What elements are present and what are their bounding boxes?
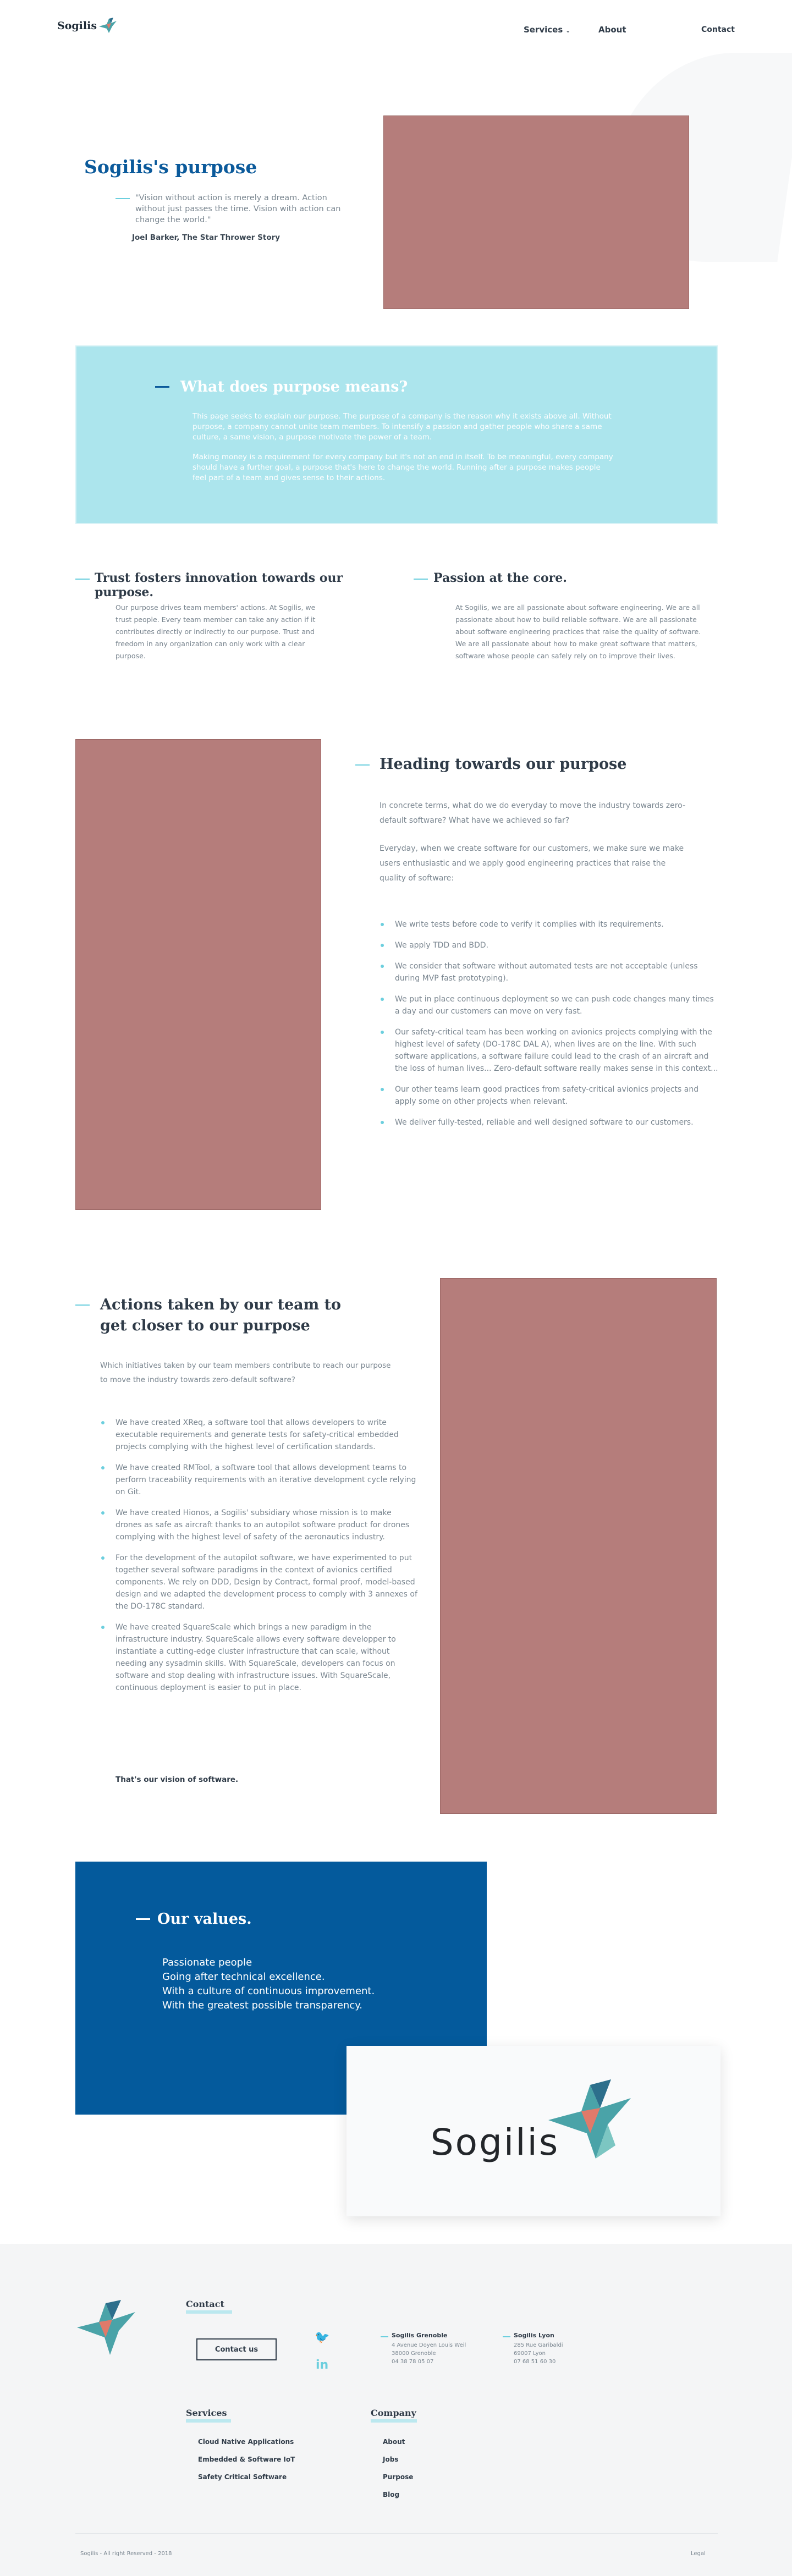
heading-dash — [355, 764, 370, 766]
footer-link[interactable]: Jobs — [383, 2456, 399, 2463]
value-item: Passionate people — [162, 1957, 252, 1968]
values-title: Our values. — [157, 1911, 252, 1928]
heading-title: Heading towards our purpose — [380, 756, 627, 773]
chevron-down-icon: ⌄ — [565, 28, 570, 34]
bullet-item: Our safety-critical team has been working on avionics projects complying with the highest level of safety (DO-178C DAL A), when lives are on the line. With such software applications, a software failure could lead to the crash of an aircraft and the loss of human lives... Zero-default software really makes sense in this context... — [380, 1026, 721, 1075]
actions-closing: That's our vision of software. — [116, 1775, 239, 1784]
nav-about[interactable]: About — [598, 25, 626, 35]
heading-paragraph-2: Everyday, when we create software for our customers, we make sure we make users enthusiastic and we apply good engineering practices that raise the quality of software: — [380, 844, 684, 883]
brand-name: Sogilis — [57, 20, 97, 32]
linkedin-icon[interactable]: in — [316, 2358, 329, 2372]
passion-text: At Sogilis, we are all passionate about software engineering. We are all passionate about how to build reliable software. We are all passionate about software engineering practices that raise the quality of software. We are all passionate about how to make great software that matters, software whose people can safely rely on to improve their lives. — [455, 603, 701, 660]
value-item: With the greatest possible transparency. — [162, 2000, 363, 2011]
bullet-item: Our other teams learn good practices from safety-critical avionics projects and apply some on other projects when relevant. — [380, 1083, 721, 1108]
company-underline — [371, 2419, 417, 2423]
legal-link[interactable]: Legal — [691, 2551, 706, 2557]
quote-dash — [116, 198, 130, 199]
footer-link[interactable]: Blog — [383, 2491, 400, 2498]
logo-card-brand: Sogilis — [430, 2121, 560, 2164]
bullet-item: We deliver fully-tested, reliable and well designed software to our customers. — [380, 1116, 721, 1129]
hummingbird-logo-icon — [97, 16, 119, 35]
actions-intro: Which initiatives taken by our team members contribute to reach our purpose to move the industry towards zero-default software? — [100, 1361, 391, 1384]
contact-underline — [186, 2310, 232, 2314]
footer-hummingbird-icon — [74, 2298, 140, 2358]
footer-services-list — [198, 2433, 295, 2486]
services-underline — [186, 2419, 231, 2423]
page-title: Sogilis's purpose — [84, 156, 257, 178]
heading-paragraph-1: In concrete terms, what do we do everyday to move the industry towards zero-default software? What have we achieved so far? — [380, 801, 686, 825]
value-item: With a culture of continuous improvement. — [162, 1985, 375, 1997]
value-item: Going after technical excellence. — [162, 1971, 325, 1983]
footer-divider — [75, 2533, 718, 2534]
footer-contact-button[interactable]: Contact us — [196, 2338, 277, 2360]
purpose-paragraph-2: Making money is a requirement for every company but it's not an end in itself. To be meaningful, every company should have a further goal, a purpose that's here to change the world. Running after a purpose makes people feel part of a team and gives sense to their actions. — [193, 453, 613, 482]
twitter-icon[interactable]: 🐦 — [315, 2331, 330, 2344]
bullet-item: For the development of the autopilot software, we have experimented to put together several software paradigms in the context of avionics certified components. We rely on DDD, Design by Contract, formal proof, model-based design and we adapted the development process to comply with 3 annexes of the DO-178C standard. — [100, 1552, 419, 1612]
bullet-item: We have created RMTool, a software tool that allows development teams to perform traceability requirements with an iterative development cycle relying on Git. — [100, 1462, 419, 1498]
passion-title: Passion at the core. — [433, 571, 567, 585]
bullet-item: We have created SquareScale which brings a new paradigm in the infrastructure industry. SquareScale allows every software developper to instantiate a cutting-edge cluster infrastructure that can scale, without needing any sysadmin skills. With SquareScale, developers can focus on software and stop dealing with infrastructure issues. With SquareScale, continuous deployment is easier to put in place. — [100, 1621, 419, 1694]
footer-link[interactable]: About — [383, 2438, 405, 2446]
actions-image — [440, 1278, 717, 1814]
trust-dash — [75, 579, 90, 580]
nav-services[interactable]: Services ⌄ — [524, 25, 570, 35]
heading-bullet-list — [380, 918, 721, 1137]
logo[interactable] — [57, 16, 119, 35]
copyright: Sogilis - All right Reserved - 2018 — [80, 2551, 172, 2557]
address-grenoble: Sogilis Grenoble 4 Avenue Doyen Louis Weil 38000 Grenoble 04 38 78 05 07 — [392, 2332, 466, 2365]
hummingbird-large-icon — [543, 2076, 636, 2164]
footer-link[interactable]: Cloud Native Applications — [198, 2438, 294, 2446]
actions-title: Actions taken by our team to get closer to our purpose — [100, 1296, 342, 1334]
contact-button[interactable]: Contact — [701, 25, 735, 34]
grenoble-dash — [381, 2336, 388, 2337]
address-lyon: Sogilis Lyon 285 Rue Garibaldi 69007 Lyon 07 68 51 60 30 — [514, 2332, 563, 2365]
footer-company-title: Company — [371, 2408, 416, 2418]
footer-link[interactable]: Safety Critical Software — [198, 2473, 287, 2481]
heading-image — [75, 739, 321, 1210]
trust-text: Our purpose drives team members' actions. At Sogilis, we trust people. Every team member can take any action if it contributes directly or indirectly to our purpose. Trust and freedom in any organization can only work with a clear purpose. — [116, 603, 316, 660]
values-dash — [136, 1918, 150, 1920]
purpose-paragraph-1: This page seeks to explain our purpose. The purpose of a company is the reason why it exists above all. Without purpose, a company cannot unite team members. To intensify a passion and gather people who share a same culture, a same vision, a purpose motivate the power of a team. — [193, 412, 612, 442]
actions-bullet-list — [100, 1417, 419, 1703]
bullet-item: We consider that software without automated tests are not acceptable (unless during MVP fast prototyping). — [380, 960, 721, 984]
trust-title: Trust fosters innovation towards our purpose. — [95, 571, 343, 599]
bullet-item: We apply TDD and BDD. — [380, 939, 721, 951]
bullet-item: We have created Hionos, a Sogilis' subsidiary whose mission is to make drones as safe as aircraft thanks to an autopilot software product for drones complying with the highest level of safety of the aeronautics industry. — [100, 1507, 419, 1543]
passion-dash — [414, 579, 428, 580]
values-list — [162, 1956, 375, 2013]
hero-image — [383, 115, 689, 309]
footer-link[interactable]: Purpose — [383, 2473, 414, 2481]
logo-card — [346, 2046, 721, 2216]
footer-company-list — [383, 2433, 413, 2503]
bullet-item: We write tests before code to verify it complies with its requirements. — [380, 918, 721, 931]
footer-contact-title: Contact — [186, 2299, 224, 2309]
hero-quote: "Vision without action is merely a dream. Action without just passes the time. Vision with action can change the world." — [135, 194, 341, 224]
footer-services-title: Services — [186, 2408, 227, 2418]
purpose-dash — [155, 386, 169, 388]
lyon-dash — [503, 2336, 510, 2337]
purpose-title: What does purpose means? — [180, 378, 408, 395]
bullet-item: We have created XReq, a software tool that allows developers to write executable requirements and generate tests for safety-critical embedded projects complying with the highest level of certification standards. — [100, 1417, 419, 1453]
actions-dash — [75, 1304, 90, 1306]
bullet-item: We put in place continuous deployment so we can push code changes many times a day and our customers can move on very fast. — [380, 993, 721, 1017]
footer-link[interactable]: Embedded & Software IoT — [198, 2456, 295, 2463]
quote-author: Joel Barker, The Star Thrower Story — [132, 233, 280, 242]
